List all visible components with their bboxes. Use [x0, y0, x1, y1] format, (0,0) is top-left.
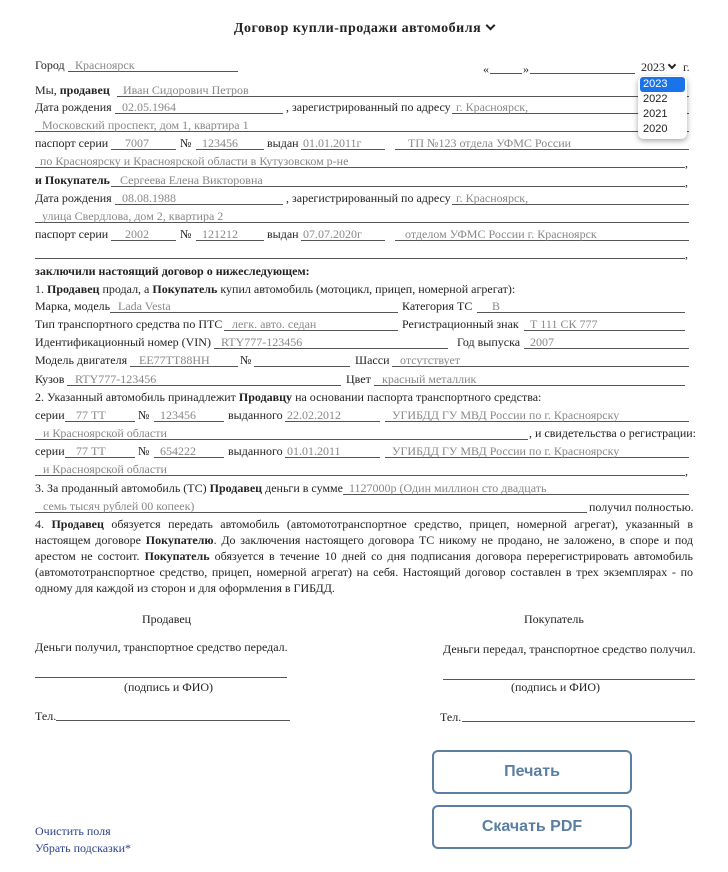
buyer-issued-date-field[interactable]: 07.07.2020г — [303, 227, 362, 241]
year-option[interactable]: 2023 — [640, 77, 685, 92]
body-label: Кузов — [35, 372, 65, 386]
clause-4: 4. Продавец обязуется передать автомобиль (автомототранспортное средство, прицеп, номерной агрегат), указанный в настоящем договоре Покупателю. До заключения настоящего договора ТС никому не продано, не заложено, в споре и под арестом не состоит. Покупатель обязуется в течение 10 дней со дня подписания договора перерегистрировать автомобиль (автомототранспортное средство, прицеп, номерной агрегат) на себя. Настоящий договор составлен в трех экземплярах - по одному для каждой из сторон и для оформления в ГИБДД. — [35, 517, 694, 595]
pts-number-field[interactable]: 123456 — [160, 408, 196, 422]
vin-field[interactable]: RTY777-123456 — [221, 335, 303, 349]
year-dropdown[interactable] — [638, 76, 687, 139]
pts-issued-by-field[interactable]: УГИБДД ГУ МВД России по г. Красноярску — [392, 408, 620, 422]
pts-issued-by-field-2[interactable]: и Красноярской области — [43, 426, 167, 440]
no-label: № — [180, 227, 192, 241]
pts-series-label: серии — [35, 408, 65, 422]
buyer-statement: Деньги передал, транспортное средство получил. — [443, 642, 696, 656]
quote-close: » — [523, 62, 529, 76]
print-button[interactable]: Печать — [432, 750, 632, 794]
city-field[interactable]: Красноярск — [75, 58, 135, 72]
engine-no-label: № — [240, 353, 252, 367]
clause-3: 3. За проданный автомобиль (ТС) Продавец деньги в сумме — [35, 481, 343, 495]
pts-series-field[interactable]: 77 ТТ — [76, 408, 106, 422]
chevron-down-icon — [486, 21, 496, 31]
city-label: Город — [35, 58, 65, 72]
chevron-down-icon — [668, 61, 676, 69]
title-text: Договор купли-продажи автомобиля — [233, 21, 482, 36]
color-field[interactable]: красный металлик — [382, 372, 477, 386]
pts-issued-label: выданного — [228, 408, 283, 422]
year-option[interactable]: 2020 — [643, 123, 668, 135]
sts-issued-by-field-2[interactable]: и Красноярской области — [43, 462, 167, 476]
reg-label: , зарегистрированный по адресу — [286, 100, 451, 114]
color-label: Цвет — [346, 372, 371, 386]
year-option[interactable]: 2021 — [643, 108, 668, 120]
seller-statement: Деньги получил, транспортное средство передал. — [35, 640, 288, 654]
seller-issued-by-field[interactable]: ТП №123 отдела УФМС России — [408, 136, 572, 150]
seller-number-field[interactable]: 123456 — [202, 136, 238, 150]
seller-dob-field[interactable]: 02.05.1964 — [122, 100, 176, 114]
seller-issued-by-field-2[interactable]: по Красноярску и Красноярской области в Кутузовском р-не — [40, 154, 349, 168]
amount-field-2[interactable]: семь тысяч рублей 00 копеек) — [43, 499, 195, 513]
buyer-dob-field[interactable]: 08.08.1988 — [122, 191, 176, 205]
sts-series-field[interactable]: 77 ТТ — [76, 444, 106, 458]
no-label: № — [180, 136, 192, 150]
vin-label: Идентификационный номер (VIN) — [35, 335, 211, 349]
seller-tel-label: Тел. — [35, 709, 57, 723]
seller-tel-field[interactable] — [56, 720, 290, 721]
chassis-label: Шасси — [355, 353, 390, 367]
make-field[interactable]: Lada Vesta — [118, 299, 171, 313]
quote-open: « — [483, 62, 489, 76]
sts-no-label: № — [138, 444, 150, 458]
year-field[interactable]: 2007 — [530, 335, 554, 349]
type-label: Тип транспортного средства по ПТС — [35, 317, 223, 331]
category-field[interactable]: B — [492, 299, 501, 313]
clause-1: 1. Продавец продал, а Покупатель купил автомобиль (мотоцикл, прицеп, номерной агрегат): — [35, 282, 516, 296]
buyer-number-field[interactable]: 121212 — [202, 227, 238, 241]
chassis-field[interactable]: отсутствует — [400, 353, 461, 367]
year-label: Год выпуска — [457, 335, 521, 349]
day-field[interactable] — [490, 73, 522, 74]
buyer-series-field[interactable]: 2002 — [125, 227, 149, 241]
clause-2: 2. Указанный автомобиль принадлежит Продавцу на основании паспорта транспортного средства: — [35, 390, 542, 404]
month-field[interactable] — [530, 73, 635, 74]
year-value: 2023 — [641, 60, 665, 74]
buyer-tel-field[interactable] — [462, 721, 695, 722]
sts-date-field[interactable]: 01.01.2011 — [287, 444, 341, 458]
document-title[interactable] — [0, 22, 728, 36]
clear-fields-link[interactable]: Очистить поля — [35, 824, 111, 838]
engine-no-field[interactable] — [254, 366, 350, 367]
engine-label: Модель двигателя — [35, 353, 128, 367]
pts-date-field[interactable]: 22.02.2012 — [287, 408, 341, 422]
category-label: Категория ТС — [402, 299, 473, 313]
year-select[interactable] — [641, 60, 675, 74]
buyer-address-field[interactable]: г. Красноярск, — [456, 191, 529, 205]
download-pdf-button[interactable]: Скачать PDF — [432, 805, 632, 849]
buyer-issued-by-field-2[interactable] — [35, 258, 685, 259]
seller-name-field[interactable]: Иван Сидорович Петров — [123, 83, 249, 97]
buyer-issued-by-field[interactable]: отделом УФМС России г. Красноярск — [405, 227, 597, 241]
year-option[interactable]: 2022 — [643, 93, 668, 105]
seller-series-field[interactable]: 7007 — [125, 136, 149, 150]
passport-label: паспорт серии — [35, 136, 109, 150]
dob-label: Дата рождения — [35, 191, 112, 205]
buyer-tel-label: Тел. — [440, 710, 462, 724]
sts-issued-by-field[interactable]: УГИБДД ГУ МВД России по г. Красноярску — [392, 444, 620, 458]
seller-address-field-2[interactable]: Московский проспект, дом 1, квартира 1 — [42, 118, 249, 132]
sts-number-field[interactable]: 654222 — [160, 444, 196, 458]
agreement-heading: заключили настоящий договор о нижеследующем: — [35, 264, 310, 278]
amount-field[interactable]: 1127000р (Один миллион сто двадцать — [349, 481, 547, 495]
body-field[interactable]: RTY777-123456 — [75, 372, 157, 386]
issued-label: выдан — [267, 227, 299, 241]
plate-label: Регистрационный знак — [402, 317, 519, 331]
issued-label: выдан — [267, 136, 299, 150]
sts-issued-label: выданного — [228, 444, 283, 458]
seller-signature-line[interactable] — [35, 677, 287, 678]
buyer-heading: Покупатель — [524, 612, 584, 626]
buyer-signature-caption: (подпись и ФИО) — [511, 680, 601, 694]
engine-field[interactable]: ЕЕ77ТТ88НН — [139, 353, 210, 367]
seller-issued-date-field[interactable]: 01.01.2011г — [303, 136, 362, 150]
dob-label: Дата рождения — [35, 100, 112, 114]
we-label: Мы, продавец — [35, 83, 110, 97]
sts-series-label: серии — [35, 444, 65, 458]
received-label: получил полностью. — [589, 500, 694, 514]
plate-field[interactable]: Т 111 СК 777 — [530, 317, 598, 331]
buyer-name-field[interactable]: Сергеева Елена Викторовна — [120, 173, 263, 187]
seller-heading: Продавец — [142, 612, 192, 626]
type-field[interactable]: легк. авто. седан — [232, 317, 317, 331]
make-label: Марка, модель — [35, 299, 111, 313]
seller-address-field[interactable]: г. Красноярск, — [456, 100, 529, 114]
passport-label: паспорт серии — [35, 227, 109, 241]
pts-no-label: № — [138, 408, 150, 422]
buyer-address-field-2[interactable]: улица Свердлова, дом 2, квартира 2 — [42, 209, 224, 223]
buyer-label: и Покупатель — [35, 173, 110, 187]
year-suffix: г. — [683, 60, 690, 74]
sts-label: , и свидетельства о регистрации: — [529, 426, 697, 440]
hide-hints-link[interactable]: Убрать подсказки* — [35, 841, 132, 855]
seller-signature-caption: (подпись и ФИО) — [124, 680, 214, 694]
reg-label: , зарегистрированный по адресу — [286, 191, 451, 205]
